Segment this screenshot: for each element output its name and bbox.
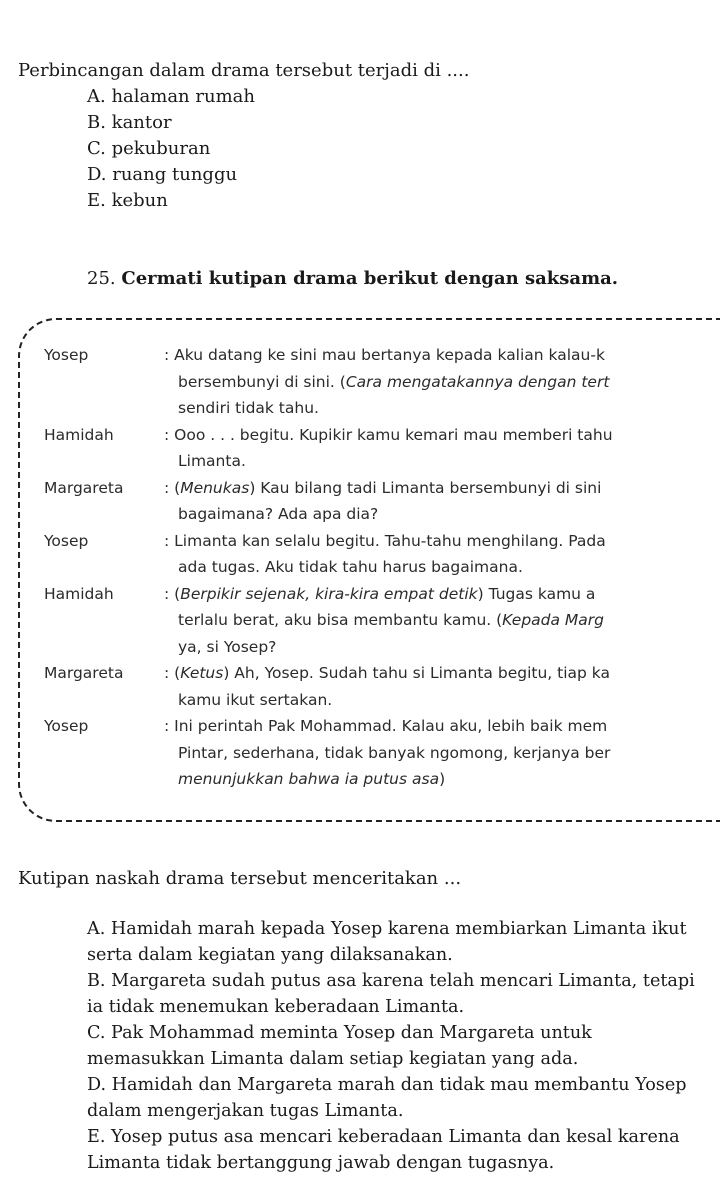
option-c[interactable]: C. pekuburan <box>87 138 211 159</box>
speaker-name: Yosep <box>44 346 89 364</box>
script-line <box>44 501 720 528</box>
question-number: 25. <box>87 268 116 289</box>
answer-line: memasukkan Limanta dalam setiap kegiatan yang ada. <box>87 1049 579 1069</box>
dialogue-text <box>178 607 604 634</box>
dialogue-segment: : ( <box>164 664 181 682</box>
dialogue-segment: : ( <box>164 478 181 497</box>
stage-direction: Menukas <box>180 478 250 497</box>
dialogue-segment: bagaimana? Ada apa dia? <box>178 505 379 523</box>
stage-direction: Berpikir sejenak, kira-kira empat detik <box>180 584 478 603</box>
script-line <box>44 634 720 661</box>
script-line <box>44 607 720 634</box>
answer-option-d[interactable] <box>87 1072 707 1124</box>
previous-question-options <box>87 84 255 214</box>
speaker-name: Yosep <box>44 531 89 550</box>
dialogue-segment: ) Tugas kamu a <box>477 584 596 603</box>
dialogue-text <box>164 581 595 608</box>
speaker-name: Margareta <box>44 478 124 497</box>
answer-line: A. Hamidah marah kepada Yosep karena membiarkan Limanta ikut <box>87 919 687 939</box>
dialogue-text <box>164 422 613 449</box>
dialogue-segment: ya, si Yosep? <box>178 637 277 656</box>
dialogue-segment: : ( <box>164 584 181 603</box>
dialogue-segment: bersembunyi di sini. ( <box>178 372 346 391</box>
question-instruction: Cermati kutipan drama berikut dengan saksama. <box>121 268 619 289</box>
answer-line: Limanta tidak bertanggung jawab dengan tugasnya. <box>87 1153 555 1173</box>
dialogue-text <box>178 369 609 396</box>
script-line <box>44 554 720 581</box>
option-a[interactable]: A. halaman rumah <box>87 86 255 107</box>
option-d[interactable]: D. ruang tunggu <box>87 164 238 185</box>
dialogue-text <box>178 395 319 422</box>
dialogue-text <box>178 687 332 714</box>
dialogue-segment: sendiri tidak tahu. <box>178 399 319 417</box>
answer-line: E. Yosep putus asa mencari keberadaan Limanta dan kesal karena <box>87 1127 680 1147</box>
dialogue-segment: ) Kau bilang tadi Limanta bersembunyi di sini <box>249 478 602 497</box>
dialogue-segment: ) Ah, Yosep. Sudah tahu si Limanta begitu, tiap ka <box>223 664 610 682</box>
option-e[interactable]: E. kebun <box>87 190 168 211</box>
speaker-name: Hamidah <box>44 584 114 603</box>
dialogue-segment: Pintar, sederhana, tidak banyak ngomong, kerjanya ber <box>178 743 611 762</box>
dialogue-text <box>178 554 523 581</box>
answer-line: C. Pak Mohammad meminta Yosep dan Margareta untuk <box>87 1023 592 1043</box>
stage-direction: Ketus <box>180 664 224 682</box>
dialogue-segment: Limanta. <box>178 452 246 470</box>
drama-excerpt <box>44 342 720 793</box>
script-line <box>44 422 720 449</box>
script-line <box>44 528 720 555</box>
dialogue-segment: : Ooo . . . begitu. Kupikir kamu kemari mau memberi tahu <box>164 425 613 444</box>
dialogue-segment: ) <box>439 770 446 788</box>
script-line <box>44 581 720 608</box>
script-line <box>44 660 720 687</box>
speaker-name: Hamidah <box>44 425 114 444</box>
dialogue-segment: kamu ikut sertakan. <box>178 690 333 709</box>
script-line <box>44 369 720 396</box>
dialogue-segment: terlalu berat, aku bisa membantu kamu. ( <box>178 611 503 629</box>
script-line <box>44 395 720 422</box>
stage-direction: Cara mengatakannya dengan tert <box>345 372 610 391</box>
dialogue-text <box>178 501 378 528</box>
dialogue-text <box>178 634 276 661</box>
script-line <box>44 475 720 502</box>
script-line <box>44 687 720 714</box>
answer-option-b[interactable] <box>87 968 707 1020</box>
question-25-heading <box>87 266 618 292</box>
answer-option-c[interactable] <box>87 1020 707 1072</box>
script-line <box>44 740 720 767</box>
dialogue-text <box>164 660 610 687</box>
script-line <box>44 766 720 793</box>
script-line <box>44 448 720 475</box>
answer-options <box>87 916 707 1176</box>
answer-line: dalam mengerjakan tugas Limanta. <box>87 1101 404 1121</box>
dialogue-segment: : Aku datang ke sini mau bertanya kepada kalian kalau-k <box>164 346 605 364</box>
dialogue-text <box>164 342 605 369</box>
dialogue-text <box>178 740 610 767</box>
dialogue-text <box>164 713 607 740</box>
script-line <box>44 713 720 740</box>
stage-direction: menunjukkan bahwa ia putus asa <box>178 770 440 788</box>
answer-line: ia tidak menemukan keberadaan Limanta. <box>87 997 465 1017</box>
previous-question-text: Perbincangan dalam drama tersebut terjadi di .... <box>18 60 470 81</box>
option-b[interactable]: B. kantor <box>87 112 172 133</box>
dialogue-segment: : Limanta kan selalu begitu. Tahu-tahu menghilang. Pada <box>164 531 606 550</box>
speaker-name: Yosep <box>44 717 89 735</box>
answer-line: serta dalam kegiatan yang dilaksanakan. <box>87 945 453 965</box>
dialogue-text <box>178 448 246 475</box>
dialogue-segment: : Ini perintah Pak Mohammad. Kalau aku, lebih baik mem <box>164 717 608 735</box>
dialogue-text <box>164 475 601 502</box>
script-line <box>44 342 720 369</box>
stage-direction: Kepada Marg <box>502 611 605 629</box>
speaker-name: Margareta <box>44 664 124 682</box>
dialogue-text <box>164 528 606 555</box>
answer-line: D. Hamidah dan Margareta marah dan tidak mau membantu Yosep <box>87 1075 687 1095</box>
dialogue-segment: ada tugas. Aku tidak tahu harus bagaimana. <box>178 558 523 576</box>
answer-line: B. Margareta sudah putus asa karena telah mencari Limanta, tetapi <box>87 971 695 991</box>
dialogue-text <box>178 766 445 793</box>
answer-option-a[interactable] <box>87 916 707 968</box>
answer-option-e[interactable] <box>87 1124 707 1176</box>
main-question-text: Kutipan naskah drama tersebut menceritakan ... <box>18 868 462 889</box>
